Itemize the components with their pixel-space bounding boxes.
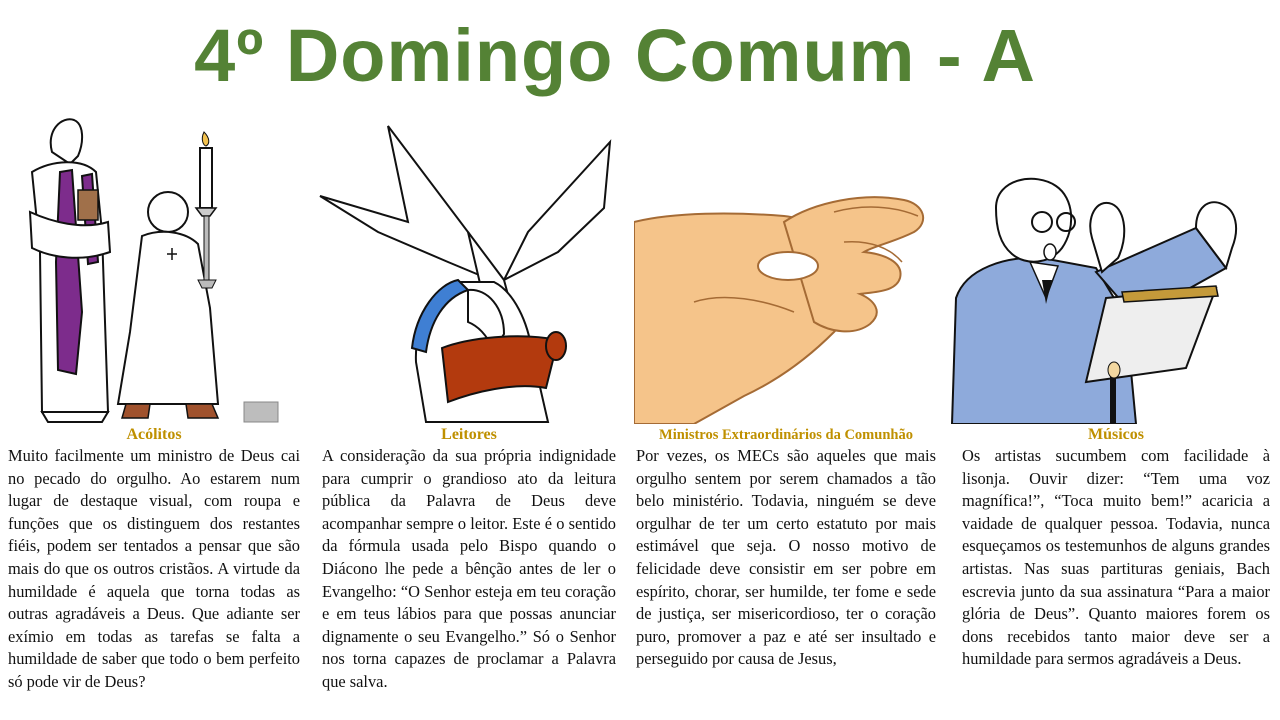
acolyte-with-candle-icon [22, 112, 280, 424]
column-text: Os artistas sucumbem com facilidade à lisonja. Ouvir dizer: “Tem uma voz magnífica!”, “Toca muito bem!” acaricia a vaidade de qualquer pessoa. Todavia, nunca esqueçamos os testemunhos de alguns grandes artistas. Nas suas partituras geniais, Bach escrevia junto da sua assinatura “Para a maior glória de Deus”. Quanto maiores forem os dons recebidos tanto maior deve ser a humildade para sermos agradáveis a Deus. [962, 446, 1270, 669]
conductor-at-lectern-icon [946, 168, 1256, 424]
column-text: Muito facilmente um ministro de Deus cai no pecado do orgulho. Ao estarem num lugar de destaque visual, com roupa e funções que os distinguem dos restantes fiéis, podem ser tentados a pensar que são mais do que os outros cristãos. A virtude da humildade é aquela que torna todas as outras agradáveis a Deus. Que adiante ser exímio em todas as tarefas se falta a humildade de saber que todo o bem perfeito só pode vir de Deus? [8, 446, 300, 691]
column-heading: Ministros Extraordinários da Comunhão [659, 427, 913, 443]
column-acolitos [8, 425, 300, 694]
column-leitores [322, 425, 616, 694]
hands-receiving-host-icon [634, 182, 934, 424]
column-heading: Músicos [1088, 426, 1144, 443]
column-heading: Acólitos [126, 426, 182, 443]
page-title: 4º Domingo Comum - A [194, 14, 1036, 97]
column-musicos [962, 425, 1270, 671]
column-ministros [636, 425, 936, 671]
column-text: Por vezes, os MECs são aqueles que mais orgulho sentem por serem chamados a tão belo ministério. Todavia, ninguém se deve orgulhar de ter um certo estatuto por mais estimável que seja. O nosso motivo de felicidade deve consistir em ser pobre em espírito, chorar, ser humilde, ter fome e sede de justiça, ser misericordioso, ter o coração puro, promover a paz e até ser insultado e perseguido por causa de Jesus, [636, 446, 936, 669]
column-heading: Leitores [441, 426, 497, 443]
column-text: A consideração da sua própria indignidade para cumprir o grandioso ato da leitura pública da Palavra de Deus deve acompanhar sempre o leitor. Este é o sentido da fórmula usada pelo Bispo quando o Diácono lhe pede a bênção antes de ler o Evangelho: “O Senhor esteja em teu coração e em teus lábios para que possas anunciar dignamente o seu Evangelho.” Só o Senhor nos torna capazes de proclamar a Palavra que salva. [322, 446, 616, 691]
reader-with-dove-and-scroll-icon [318, 112, 618, 424]
